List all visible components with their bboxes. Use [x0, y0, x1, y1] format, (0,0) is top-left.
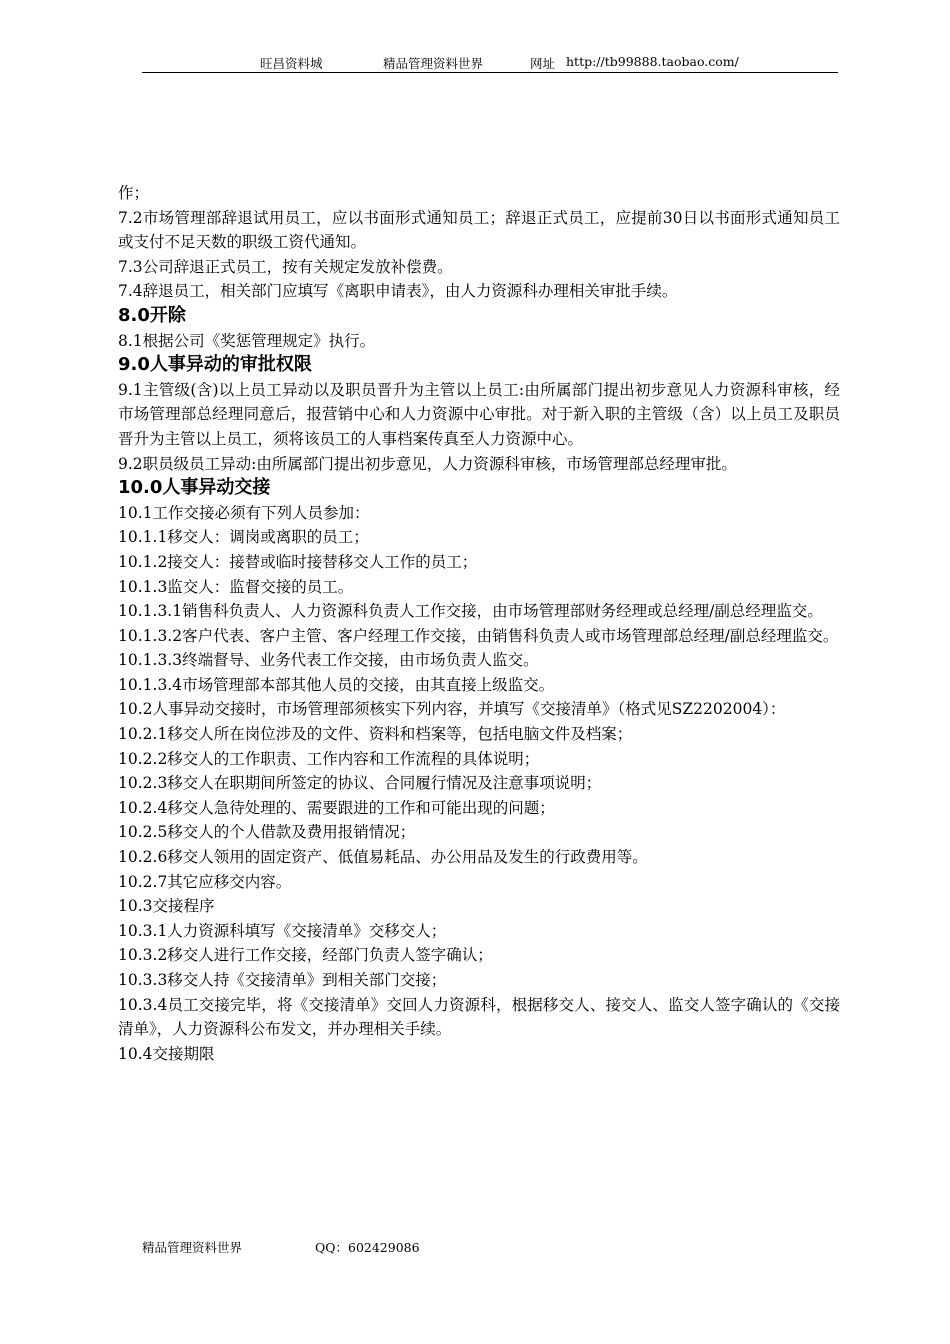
paragraph: 9.2职员级员工异动:由所属部门提出初步意见，人力资源科审核，市场管理部总经理审批。 — [118, 454, 737, 473]
paragraph: 10.2.6移交人领用的固定资产、低值易耗品、办公用品及发生的行政费用等。 — [118, 848, 648, 867]
section-heading: 9.0人事异动的审批权限 — [118, 354, 312, 376]
header-site-name: 旺昌资料城 — [260, 56, 323, 71]
paragraph: 10.3.4员工交接完毕，将《交接清单》交回人力资源科，根据移交人、接交人、监交人签字确认的《交接清单》，人力资源科公布发文，并办理相关手续。 — [118, 995, 840, 1039]
paragraph: 10.1.2接交人：接替或临时接替移交人工作的员工； — [118, 552, 478, 571]
paragraph: 7.4辞退员工，相关部门应填写《离职申请表》，由人力资源科办理相关审批手续。 — [118, 282, 678, 301]
header-url-link[interactable]: http://tb99888.taobao.com/ — [566, 54, 739, 69]
paragraph: 10.2.2移交人的工作职责、工作内容和工作流程的具体说明； — [118, 749, 540, 768]
paragraph: 10.1.3.2客户代表、客户主管、客户经理工作交接，由销售科负责人或市场管理部总经理/副总经理监交。 — [118, 626, 839, 645]
paragraph: 10.1工作交接必须有下列人员参加： — [118, 503, 370, 522]
paragraph: 10.2.5移交人的个人借款及费用报销情况； — [118, 823, 416, 842]
paragraph: 10.2.1移交人所在岗位涉及的文件、资料和档案等，包括电脑文件及档案； — [118, 725, 633, 744]
paragraph: 10.2.4移交人急待处理的、需要跟进的工作和可能出现的问题； — [118, 798, 555, 817]
paragraph: 7.3公司辞退正式员工，按有关规定发放补偿费。 — [118, 257, 453, 276]
paragraph: 9.1主管级(含)以上员工异动以及职员晋升为主管以上员工:由所属部门提出初步意见人力资源科审核，经市场管理部总经理同意后，报营销中心和人力资源中心审批。对于新入职的主管级（含）以上员工及职员晋升为主管以上员工，须将该员工的人事档案传真至人力资源中心。 — [118, 380, 840, 448]
paragraph: 10.4交接期限 — [118, 1044, 215, 1063]
paragraph: 10.3.2移交人进行工作交接，经部门负责人签字确认； — [118, 946, 493, 965]
paragraph: 10.1.3.4市场管理部本部其他人员的交接，由其直接上级监交。 — [118, 675, 555, 694]
paragraph: 7.2市场管理部辞退试用员工，应以书面形式通知员工；辞退正式员工，应提前30日以书面形式通知员工或支付不足天数的职级工资代通知。 — [118, 208, 840, 252]
header-tagline: 精品管理资料世界 — [383, 56, 484, 71]
paragraph: 10.3交接程序 — [118, 897, 215, 916]
paragraph: 10.2人事异动交接时，市场管理部须核实下列内容，并填写《交接清单》（格式见SZ2202004）： — [118, 700, 786, 719]
paragraph: 10.1.3.1销售科负责人、人力资源科负责人工作交接，由市场管理部财务经理或总经理/副总经理监交。 — [118, 602, 823, 621]
footer-site-name: 精品管理资料世界 — [142, 1240, 243, 1255]
paragraph: 10.1.3监交人：监督交接的员工。 — [118, 577, 354, 596]
paragraph: 10.2.7其它应移交内容。 — [118, 872, 292, 891]
paragraph: 10.1.3.3终端督导、业务代表工作交接，由市场负责人监交。 — [118, 651, 539, 670]
paragraph: 10.2.3移交人在职期间所签定的协议、合同履行情况及注意事项说明； — [118, 774, 602, 793]
footer-qq: QQ：602429086 — [315, 1240, 420, 1255]
paragraph: 8.1根据公司《奖惩管理规定》执行。 — [118, 331, 376, 350]
paragraph: 10.1.1移交人：调岗或离职的员工； — [118, 528, 369, 547]
paragraph: 作； — [118, 184, 150, 202]
section-heading: 8.0开除 — [118, 304, 186, 326]
paragraph: 10.3.3移交人持《交接清单》到相关部门交接； — [118, 971, 447, 989]
header-url-label: 网址 — [530, 56, 556, 71]
document-body — [118, 181, 840, 1066]
page-header — [142, 52, 838, 73]
paragraph: 10.3.1人力资源科填写《交接清单》交移交人； — [118, 921, 447, 940]
section-heading: 10.0人事异动交接 — [118, 477, 271, 499]
